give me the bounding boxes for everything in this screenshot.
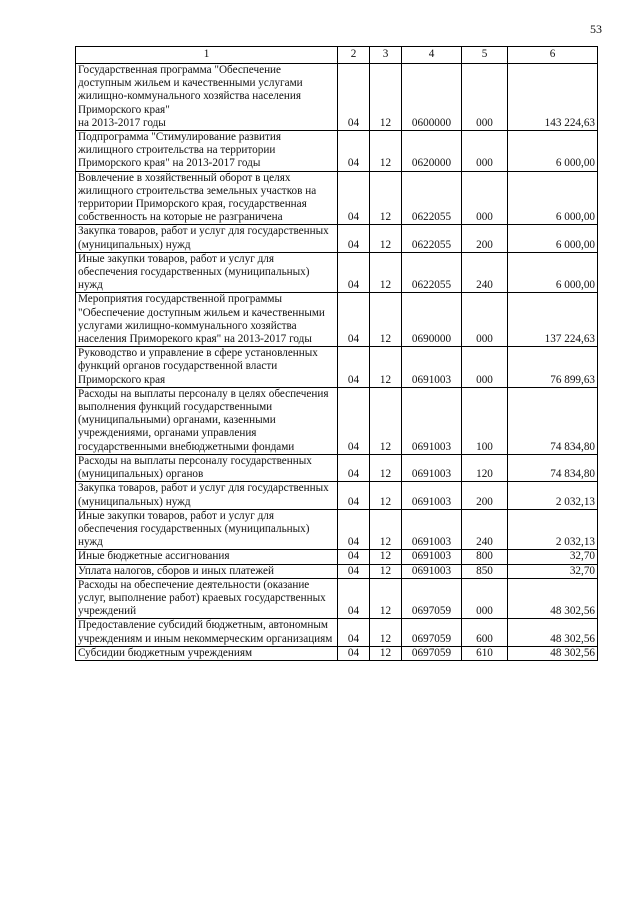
expense-type-cell: 000 [462, 171, 508, 225]
section-code-cell: 04 [338, 454, 370, 481]
subsection-code-cell: 12 [370, 387, 402, 454]
amount-cell: 6 000,00 [508, 252, 598, 293]
subsection-code-cell: 12 [370, 171, 402, 225]
amount-cell: 143 224,63 [508, 64, 598, 131]
expense-type-cell: 000 [462, 293, 508, 347]
section-code-cell: 04 [338, 619, 370, 646]
column-header: 3 [370, 47, 402, 64]
subsection-code-cell: 12 [370, 578, 402, 619]
amount-cell: 48 302,56 [508, 646, 598, 660]
row-name-cell: Закупка товаров, работ и услуг для государственных (муниципальных) нужд [76, 482, 338, 509]
section-code-cell: 04 [338, 171, 370, 225]
table-row [76, 564, 598, 578]
amount-cell: 48 302,56 [508, 578, 598, 619]
row-name-cell: Вовлечение в хозяйственный оборот в целях жилищного строительства земельных участков на территории Приморского края, государственная собственность на которые не разграничена [76, 171, 338, 225]
expense-type-cell: 240 [462, 252, 508, 293]
budget-table [75, 46, 598, 661]
row-name-cell: Руководство и управление в сфере установленных функций органов государственной власти Приморского края [76, 347, 338, 388]
amount-cell: 2 032,13 [508, 482, 598, 509]
target-code-cell: 0691003 [402, 509, 462, 550]
section-code-cell: 04 [338, 387, 370, 454]
target-code-cell: 0622055 [402, 252, 462, 293]
row-name-cell: Иные бюджетные ассигнования [76, 550, 338, 564]
target-code-cell: 0600000 [402, 64, 462, 131]
expense-type-cell: 000 [462, 64, 508, 131]
table-row [76, 387, 598, 454]
expense-type-cell: 240 [462, 509, 508, 550]
row-name-cell: Уплата налогов, сборов и иных платежей [76, 564, 338, 578]
target-code-cell: 0620000 [402, 131, 462, 172]
row-name-cell: Закупка товаров, работ и услуг для государственных (муниципальных) нужд [76, 225, 338, 252]
row-name-cell: Иные закупки товаров, работ и услуг для обеспечения государственных (муниципальных) нужд [76, 252, 338, 293]
expense-type-cell: 100 [462, 387, 508, 454]
amount-cell: 32,70 [508, 564, 598, 578]
target-code-cell: 0691003 [402, 454, 462, 481]
section-code-cell: 04 [338, 646, 370, 660]
table-row [76, 293, 598, 347]
section-code-cell: 04 [338, 509, 370, 550]
table-row [76, 578, 598, 619]
target-code-cell: 0691003 [402, 347, 462, 388]
subsection-code-cell: 12 [370, 564, 402, 578]
section-code-cell: 04 [338, 482, 370, 509]
subsection-code-cell: 12 [370, 509, 402, 550]
column-header: 6 [508, 47, 598, 64]
row-name-cell: Подпрограмма "Стимулирование развития жилищного строительства на территории Приморского края" на 2013-2017 годы [76, 131, 338, 172]
target-code-cell: 0691003 [402, 387, 462, 454]
subsection-code-cell: 12 [370, 550, 402, 564]
table-row [76, 619, 598, 646]
subsection-code-cell: 12 [370, 454, 402, 481]
section-code-cell: 04 [338, 578, 370, 619]
table-row [76, 131, 598, 172]
target-code-cell: 0622055 [402, 225, 462, 252]
target-code-cell: 0697059 [402, 619, 462, 646]
row-name-cell: Предоставление субсидий бюджетным, автономным учреждениям и иным некоммерческим организациям [76, 619, 338, 646]
row-name-cell: Государственная программа "Обеспечение доступным жильем и качественными услугами жилищно-коммунального хозяйства населения Приморского края" на 2013-2017 годы [76, 64, 338, 131]
amount-cell: 6 000,00 [508, 225, 598, 252]
target-code-cell: 0697059 [402, 578, 462, 619]
amount-cell: 74 834,80 [508, 387, 598, 454]
row-name-cell: Мероприятия государственной программы "Обеспечение доступным жильем и качественными услугами жилищно-коммунального хозяйства населения Приморекого края" на 2013-2017 годы [76, 293, 338, 347]
column-header: 2 [338, 47, 370, 64]
table-row [76, 509, 598, 550]
expense-type-cell: 600 [462, 619, 508, 646]
section-code-cell: 04 [338, 564, 370, 578]
amount-cell: 76 899,63 [508, 347, 598, 388]
target-code-cell: 0697059 [402, 646, 462, 660]
table-row [76, 347, 598, 388]
expense-type-cell: 200 [462, 482, 508, 509]
table-row [76, 171, 598, 225]
expense-type-cell: 120 [462, 454, 508, 481]
subsection-code-cell: 12 [370, 64, 402, 131]
amount-cell: 48 302,56 [508, 619, 598, 646]
target-code-cell: 0691003 [402, 564, 462, 578]
section-code-cell: 04 [338, 252, 370, 293]
amount-cell: 137 224,63 [508, 293, 598, 347]
table-row [76, 225, 598, 252]
expense-type-cell: 610 [462, 646, 508, 660]
expense-type-cell: 200 [462, 225, 508, 252]
target-code-cell: 0691003 [402, 482, 462, 509]
row-name-cell: Субсидии бюджетным учреждениям [76, 646, 338, 660]
target-code-cell: 0691003 [402, 550, 462, 564]
row-name-cell: Расходы на выплаты персоналу в целях обеспечения выполнения функций государственными (муниципальными) органами, казенными учреждениями, органами управления государственными внебюджетными фондами [76, 387, 338, 454]
subsection-code-cell: 12 [370, 131, 402, 172]
table-row [76, 252, 598, 293]
table-row [76, 646, 598, 660]
table-row [76, 454, 598, 481]
subsection-code-cell: 12 [370, 225, 402, 252]
subsection-code-cell: 12 [370, 619, 402, 646]
section-code-cell: 04 [338, 131, 370, 172]
target-code-cell: 0690000 [402, 293, 462, 347]
column-header: 5 [462, 47, 508, 64]
subsection-code-cell: 12 [370, 482, 402, 509]
subsection-code-cell: 12 [370, 646, 402, 660]
target-code-cell: 0622055 [402, 171, 462, 225]
column-header: 4 [402, 47, 462, 64]
row-name-cell: Иные закупки товаров, работ и услуг для обеспечения государственных (муниципальных) нужд [76, 509, 338, 550]
table-row [76, 64, 598, 131]
subsection-code-cell: 12 [370, 252, 402, 293]
amount-cell: 74 834,80 [508, 454, 598, 481]
expense-type-cell: 000 [462, 347, 508, 388]
amount-cell: 32,70 [508, 550, 598, 564]
section-code-cell: 04 [338, 225, 370, 252]
section-code-cell: 04 [338, 347, 370, 388]
expense-type-cell: 800 [462, 550, 508, 564]
section-code-cell: 04 [338, 293, 370, 347]
amount-cell: 2 032,13 [508, 509, 598, 550]
subsection-code-cell: 12 [370, 293, 402, 347]
expense-type-cell: 850 [462, 564, 508, 578]
expense-type-cell: 000 [462, 131, 508, 172]
table-row [76, 550, 598, 564]
column-header: 1 [76, 47, 338, 64]
amount-cell: 6 000,00 [508, 171, 598, 225]
section-code-cell: 04 [338, 64, 370, 131]
header-row [76, 47, 598, 64]
amount-cell: 6 000,00 [508, 131, 598, 172]
table-row [76, 482, 598, 509]
subsection-code-cell: 12 [370, 347, 402, 388]
section-code-cell: 04 [338, 550, 370, 564]
row-name-cell: Расходы на выплаты персоналу государственных (муниципальных) органов [76, 454, 338, 481]
row-name-cell: Расходы на обеспечение деятельности (оказание услуг, выполнение работ) краевых государственных учреждений [76, 578, 338, 619]
expense-type-cell: 000 [462, 578, 508, 619]
page-number: 53 [590, 22, 602, 36]
